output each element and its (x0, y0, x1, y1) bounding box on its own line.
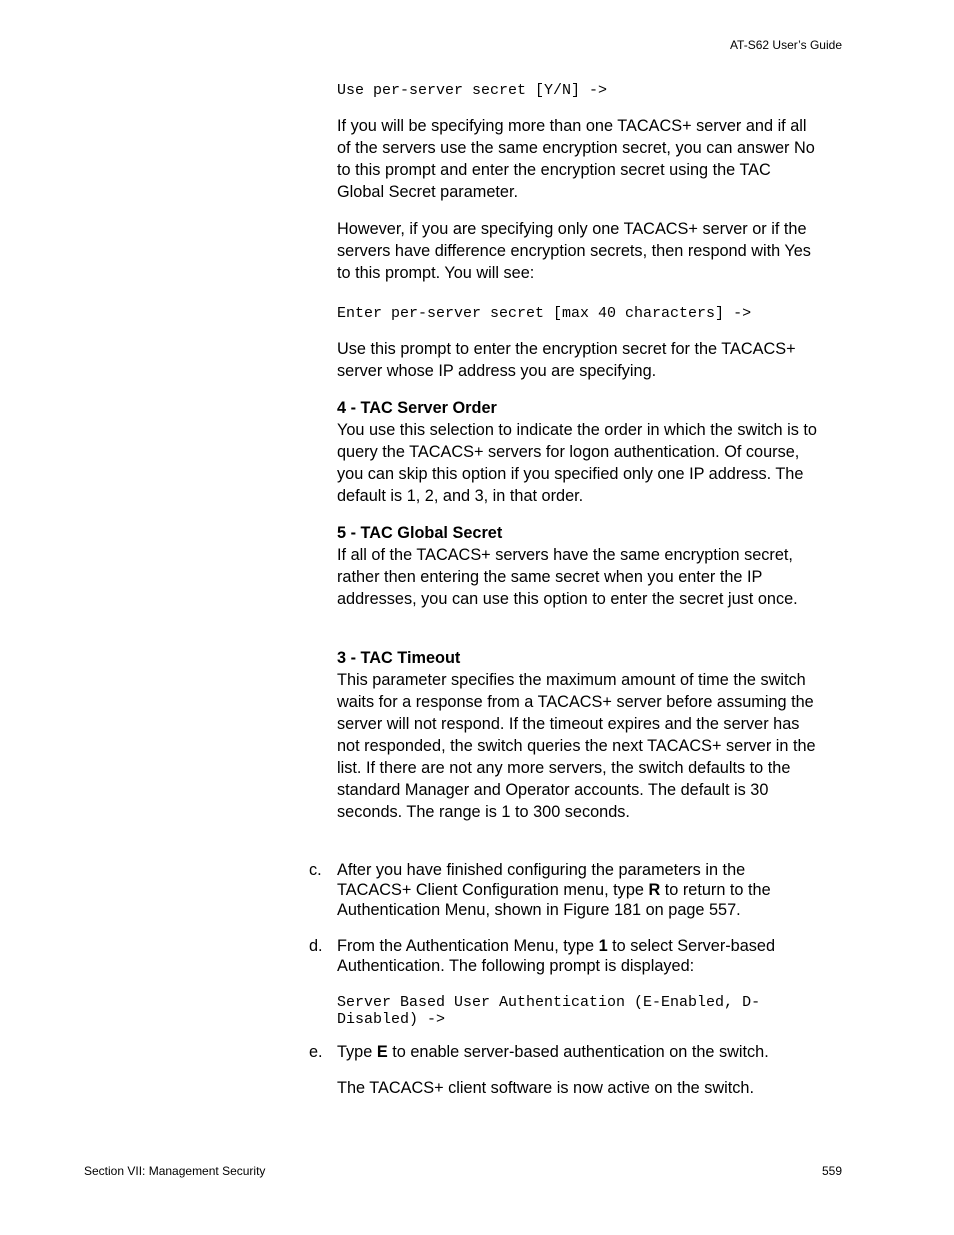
paragraph-single-server (337, 218, 817, 284)
step-text-part: to enable server-based authentication on the switch. (387, 1043, 769, 1061)
running-header: AT-S62 User’s Guide (729, 38, 842, 52)
step-text (337, 936, 819, 976)
code-server-auth-prompt-line1: Server Based User Authentication (E-Enabled, D- (337, 994, 761, 1011)
paragraph-text: Use this prompt to enter the encryption secret for the TACACS+ server whose IP address you are specifying. (337, 340, 796, 380)
section-heading: 5 - TAC Global Secret (337, 524, 503, 542)
step-marker: d. (309, 937, 323, 955)
section-tac-global-secret (337, 522, 817, 610)
paragraph-multiple-servers (337, 115, 817, 203)
step-marker: e. (309, 1043, 323, 1061)
paragraph-closing (337, 1077, 817, 1099)
section-body: If all of the TACACS+ servers have the same encryption secret, rather then entering the same secret when you enter the IP addresses, you can use this option to enter the secret just once. (337, 546, 798, 608)
code-server-auth-prompt-line2: Disabled) -> (337, 1011, 446, 1028)
footer-section: Section VII: Management Security (84, 1164, 266, 1178)
step-text-part: Type (337, 1043, 377, 1061)
step-marker: c. (309, 861, 322, 879)
step-key: 1 (598, 937, 608, 955)
step-text-part: From the Authentication Menu, type (337, 937, 599, 955)
page-number: 559 (821, 1164, 842, 1178)
step-c (309, 860, 819, 920)
section-heading: 3 - TAC Timeout (337, 649, 461, 667)
step-text (337, 860, 819, 920)
step-key: E (376, 1043, 388, 1061)
paragraph-text: If you will be specifying more than one TACACS+ server and if all of the servers use the same encryption secret, you can answer No to this prompt and enter the encryption secret using the TAC Global Secret parameter. (337, 117, 815, 201)
step-e (309, 1042, 819, 1062)
step-d (309, 936, 819, 976)
code-enter-secret-prompt: Enter per-server secret [max 40 characters] -> (337, 305, 752, 322)
paragraph-text: The TACACS+ client software is now active on the switch. (337, 1079, 755, 1097)
step-text-part: After you have finished configuring the parameters in the TACACS+ Client Configuration menu, type (337, 861, 746, 899)
paragraph-text: However, if you are specifying only one TACACS+ server or if the servers have difference encryption secrets, then respond with Yes to this prompt. You will see: (337, 220, 811, 282)
step-text-part: to select Server-based Authentication. The following prompt is displayed: (337, 937, 776, 975)
step-text (337, 1042, 819, 1062)
code-per-server-prompt: Use per-server secret [Y/N] -> (337, 82, 608, 99)
section-heading: 4 - TAC Server Order (337, 399, 497, 417)
section-tac-timeout (337, 647, 817, 823)
section-body: You use this selection to indicate the order in which the switch is to query the TACACS+ servers for logon authentication. Of course, you can skip this option if you specified only one IP address. The default is 1, 2, and 3, in that order. (337, 421, 817, 505)
step-key: R (648, 881, 661, 899)
step-text-part: to return to the Authentication Menu, shown in Figure 181 on page 557. (337, 881, 771, 919)
section-body: This parameter specifies the maximum amount of time the switch waits for a response from a TACACS+ server before assuming the server will not respond. If the timeout expires and the server has not responded, the switch queries the next TACACS+ server in the list. If there are not any more servers, the switch defaults to the standard Manager and Operator accounts. The default is 30 seconds. The range is 1 to 300 seconds. (337, 671, 816, 821)
section-tac-server-order (337, 397, 817, 507)
paragraph-use-prompt (337, 338, 817, 382)
